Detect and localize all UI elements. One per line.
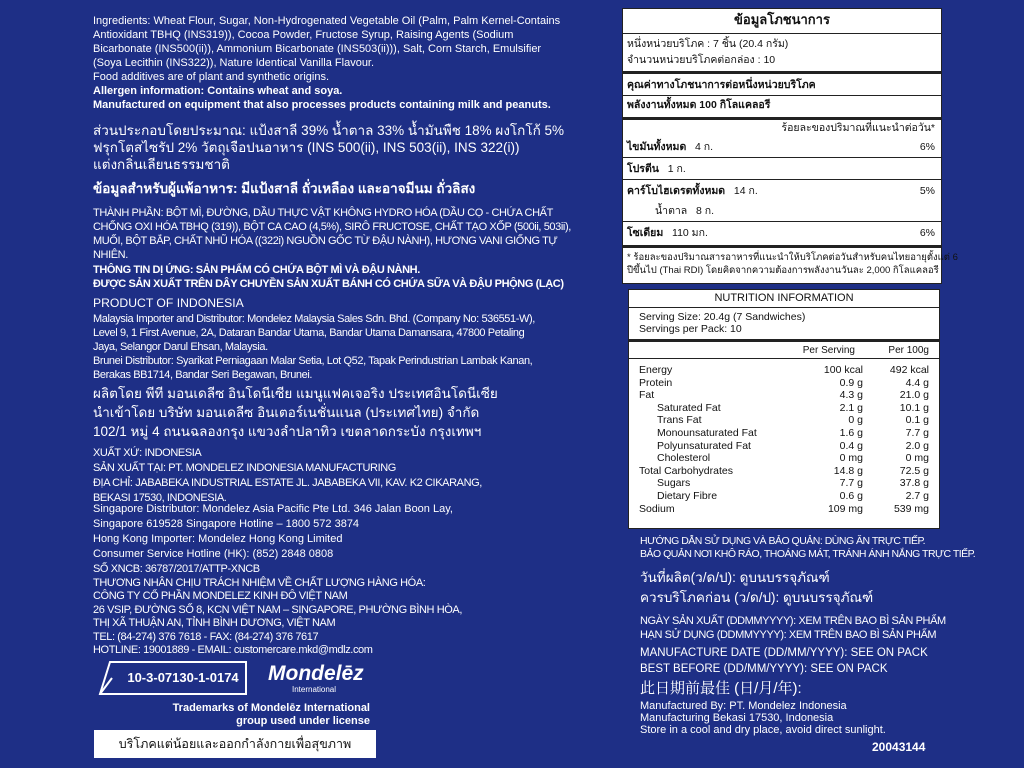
nutrient-label: Energy [639, 364, 673, 376]
en-serving-size: Serving Size: 20.4g (7 Sandwiches) [639, 311, 806, 323]
en-servings-per-pack: Servings per Pack: 10 [639, 323, 742, 335]
per-100g-value: 37.8 g [899, 477, 929, 490]
per-100g-value: 7.7 g [905, 427, 929, 439]
en-manufactured: Manufactured on equipment that also processes products containing milk and peanuts. [93, 99, 551, 111]
nutrition-row [639, 490, 929, 502]
per-serving-value: 0 mg [839, 452, 863, 465]
per-100g-value: 2.7 g [905, 490, 929, 502]
th-row-protein: โปรตีน 1 ก. [627, 163, 686, 175]
nutrition-row [639, 389, 929, 401]
th-health-slogan: บริโภคแต่น้อยและออกกำลังกายเพื่อสุขภาพ [94, 730, 376, 758]
per-serving-value: 2.1 g [839, 401, 863, 414]
th-rdi-head: ร้อยละของปริมาณที่แนะนำต่อวัน* [781, 122, 935, 134]
per-100g-value: 72.5 g [899, 464, 929, 477]
th-footnote: * ร้อยละของปริมาณสารอาหารที่แนะนำให้บริโภคต่อวันสำหรับคนไทยอายุตั้งแต่ 6 ปีขึ้นไป (Thai RDI) โดยคิดจากความต้องการพลังงานวันละ 2,000 กิโลแคลอรี [627, 252, 958, 276]
th-row-carbs: คาร์โบไฮเดรตทั้งหมด 14 ก. [627, 185, 758, 197]
per-serving-value: 0.9 g [839, 376, 863, 389]
nutrition-row [639, 377, 929, 389]
nutrition-row [639, 465, 929, 477]
th-serving: หนึ่งหน่วยบริโภค : 7 ชิ้น (20.4 กรัม) [627, 38, 789, 50]
th-servings-per: จำนวนหน่วยบริโภคต่อกล่อง : 10 [627, 54, 776, 66]
per-100g-value: 4.4 g [905, 376, 929, 389]
nutrient-label: Monounsaturated Fat [657, 427, 757, 439]
th-energy: พลังงานทั้งหมด 100 กิโลแคลอรี [627, 99, 771, 111]
vn-contact: SỐ XNCB: 36787/2017/ATTP-XNCB THƯƠNG NHÂN CHỊU TRÁCH NHIỆM VỀ CHẤT LƯỢNG HÀNG HÓA: CÔNG TY CỔ PHẦN MONDELEZ KINH ĐÔ VIỆT NAM 26 VSIP, ĐƯỜNG SỐ 8, KCN VIỆT NAM – SINGAPORE, PHƯỜNG BÌNH HÒA, THỊ XÃ THUẬN AN, TỈNH BÌNH DƯƠNG, VIỆT NAM TEL: (84-274) 376 7618 - FAX: (84-274) 376 7617 HOTLINE: 19001889 - EMAIL: customercare.mkd@mdlz.com [93, 563, 463, 656]
th-row-fat: ไขมันทั้งหมด 4 ก. [627, 141, 714, 153]
product-of: PRODUCT OF INDONESIA [93, 296, 244, 310]
nutrient-label: Polyunsaturated Fat [657, 439, 751, 452]
malaysia-distributor: Malaysia Importer and Distributor: Mondelez Malaysia Sales Sdn. Bhd. (Company No: 536551-W), Level 9, 1 First Avenue, 2A, Dataran Bandar Utama, Bandar Utama Damansara, 47800 Petaling Jaya, Selangor Darul Ehsan, Malaysia. Brunei Distributor: Syarikat Perniagaan Malar Setia, Lot Q52, Tapak Perindustrian Lambak Kanan, Berakas BB1714, Bandar Seri Begawan, Brunei. [93, 313, 535, 381]
nutrient-label: Saturated Fat [657, 401, 721, 414]
nutrient-label: Fat [639, 389, 655, 402]
per-serving-value: 0.6 g [839, 490, 863, 502]
nutrition-row [639, 477, 929, 489]
per-100g-value: 21.0 g [899, 389, 929, 402]
per-100g-value: 492 kcal [889, 364, 929, 376]
mondelez-logo-sub: International [292, 685, 337, 694]
nutrient-label: Sodium [639, 502, 675, 515]
per-100g-value: 10.1 g [899, 401, 929, 414]
nutrient-label: Protein [639, 376, 673, 389]
nutrition-row [639, 414, 929, 426]
nutrition-row [639, 364, 929, 376]
per-serving-value: 109 mg [827, 502, 863, 515]
per-serving-value: 1.6 g [839, 427, 863, 439]
per-serving-value: 4.3 g [839, 389, 863, 402]
en-dates: MANUFACTURE DATE (DD/MM/YYYY): SEE ON PACK BEST BEFORE (DD/MM/YYYY): SEE ON PACK [640, 647, 928, 675]
en-col-100g: Per 100g [888, 345, 929, 356]
vn-ingredients: THÀNH PHẦN: BỘT MÌ, ĐƯỜNG, DẦU THỰC VẬT KHÔNG HYDRO HÓA (DẦU CỌ - CHỨA CHẤT CHỐNG OXI HÓA TBHQ (319)), BỘT CA CAO (4,5%), SIRÔ FRUCTOSE, CHẤT TẠO XỐP (500ii, 503ii), MUỐI, BỘT BẮP, CHẤT NHŨ HÓA ((322i) NGUỒN GỐC TỪ ĐẬU NÀNH), HƯƠNG VANI GIỐNG TỰ NHIÊN. [93, 207, 571, 261]
nutrient-label: Dietary Fibre [657, 490, 718, 502]
per-100g-value: 0 mg [905, 452, 929, 465]
th-importer: ผลิตโดย พีที มอนเดลีซ อินโดนีเซีย แมนูแฟคเจอริง ประเทศอินโดนีเซีย นำเข้าโดย บริษัท มอนเดลีซ อินเตอร์เนชั่นแนล (ประเทศไทย) จำกัด 102/1 หมู่ 4 ถนนฉลองกรุง แขวงลำปลาทิว เขตลาดกระบัง กรุงเทพฯ [93, 386, 498, 439]
nutrient-label: Sugars [657, 477, 691, 490]
nutrition-row [639, 440, 929, 452]
cn-date: 此日期前最佳 (日/月/年): [640, 680, 802, 697]
nutrient-label: Cholesterol [657, 452, 711, 465]
singapore-hk: Singapore Distributor: Mondelez Asia Pacific Pte Ltd. 346 Jalan Boon Lay, Singapore 619528 Singapore Hotline – 1800 572 3874 Hong Kong Importer: Mondelez Hong Kong Limited Consumer Service Hotline (HK): (852) 2848 0808 [93, 503, 453, 560]
nutrition-row [639, 427, 929, 439]
per-serving-value: 7.7 g [839, 477, 863, 490]
manufactured-by: Manufactured By: PT. Mondelez Indonesia Manufacturing Bekasi 17530, Indonesia Store in a cool and dry place, avoid direct sunlight. [640, 700, 886, 736]
per-serving-value: 100 kcal [823, 364, 863, 376]
per-100g-value: 539 mg [893, 502, 929, 515]
trademark-notice: Trademarks of Mondelēz International group used under license [172, 702, 370, 727]
nutrient-label: Trans Fat [657, 414, 702, 427]
th-ingredients: ส่วนประกอบโดยประมาณ: แป้งสาลี 39% น้ำตาล 33% น้ำมันพืช 18% ผงโกโก้ 5% ฟรุกโตสไซรัป 2% วัตถุเจือปนอาหาร (INS 500(ii), INS 503(ii), INS 322(i)) แต่งกลิ่นเลียนธรรมชาติ [93, 123, 565, 172]
nutrient-label: Total Carbohydrates [639, 464, 733, 477]
vn-dates: NGÀY SẢN XUẤT (DDMMYYYY): XEM TRÊN BAO BÌ SẢN PHẨM HẠN SỬ DỤNG (DDMMYYYY): XEM TRÊN BAO BÌ SẢN PHẨM [640, 615, 946, 641]
en-panel-title: NUTRITION INFORMATION [714, 292, 854, 304]
th-panel-title: ข้อมูลโภชนาการ [734, 12, 830, 27]
th-dates: วันที่ผลิต(ว/ด/ป): ดูบนบรรจุภัณฑ์ ควรบริโภคก่อน (ว/ด/ป): ดูบนบรรจุภัณฑ์ [640, 570, 874, 605]
nutrition-row [639, 402, 929, 414]
per-100g-value: 0.1 g [905, 414, 929, 427]
th-row-sugar: น้ำตาล 8 ก. [655, 205, 715, 217]
vn-usage: HƯỚNG DẪN SỬ DỤNG VÀ BẢO QUẢN: DÙNG ĂN TRỰC TIẾP. BẢO QUẢN NƠI KHÔ RÁO, THOÁNG MÁT, TRÁNH ÁNH NẮNG TRỰC TIẾP. [640, 535, 976, 560]
en-col-serving: Per Serving [802, 345, 855, 356]
stamp-code: 10-3-07130-1-0174 [127, 670, 239, 685]
vn-origin: XUẤT XỨ: INDONESIA SẢN XUẤT TẠI: PT. MONDELEZ INDONESIA MANUFACTURING ĐỊA CHỈ: JABABEKA INDUSTRIAL ESTATE JL. JABABEKA VII, KAV. K2 CIKARANG, BEKASI 17530, INDONESIA. [93, 447, 482, 504]
per-100g-value: 2.0 g [905, 439, 929, 452]
english-nutrition-panel [628, 289, 940, 529]
nutrition-row [639, 452, 929, 464]
per-serving-value: 14.8 g [833, 464, 863, 477]
per-serving-value: 0.4 g [839, 439, 863, 452]
product-code: 20043144 [872, 740, 926, 754]
per-serving-value: 0 g [848, 414, 863, 427]
thai-nutrition-panel: ข้อมูลโภชนาการ หนึ่งหน่วยบริโภค : 7 ชิ้น (20.4 กรัม) จำนวนหน่วยบริโภคต่อกล่อง : 10 คุณค่าทางโภชนาการต่อหนึ่งหน่วยบริโภค พลังงานทั้งหมด 100 กิโลแคลอรี ร้อยละของปริมาณที่แนะนำต่อวัน* ไขมันทั้งหมด 4 ก. 6% โปรตีน 1 ก. คาร์โบไฮเดรตทั้งหมด 14 ก. 5% น้ำตาล 8 ก. โซเดียม 110 มก. 6% * ร้อยละของปริมาณสารอาหารที่แนะนำให้บริโภคต่อวันสำหรับคนไทยอายุตั้งแต่ 6 ปีขึ้นไป (Thai RDI) โดยคิดจากความต้องการพลังงานวันละ 2,000 กิโลแคลอรี [622, 8, 942, 284]
th-per-serving-head: คุณค่าทางโภชนาการต่อหนึ่งหน่วยบริโภค [627, 79, 816, 91]
mondelez-logo: Mondelēz [268, 662, 364, 685]
vn-allergen: THÔNG TIN DỊ ỨNG: SẢN PHẨM CÓ CHỨA BỘT MÌ VÀ ĐẬU NÀNH. ĐƯỢC SẢN XUẤT TRÊN DÂY CHUYỀN SẢN XUẤT BÁNH CÓ CHỨA SỮA VÀ ĐẬU PHỘNG (LẠC) [93, 264, 564, 290]
th-row-sodium: โซเดียม 110 มก. [627, 227, 708, 239]
en-ingredients: Ingredients: Wheat Flour, Sugar, Non-Hydrogenated Vegetable Oil (Palm, Palm Kernel-Contains Antioxidant TBHQ (INS319)), Cocoa Powder, Fructose Syrup, Raising Agents (Sodium Bicarbonate (INS500(ii)), Ammonium Bicarbonate (INS503(ii))), Salt, Corn Starch, Emulsifier (Soya Lecithin (INS322)), Nature Identical Vanilla Flavour. Food additives are of plant and synthetic origins. [93, 15, 561, 83]
th-allergen: ข้อมูลสำหรับผู้แพ้อาหาร: มีแป้งสาลี ถั่วเหลือง และอาจมีนม ถั่วลิสง [93, 181, 476, 196]
nutrition-row [639, 503, 929, 515]
en-allergen: Allergen information: Contains wheat and soya. [93, 85, 343, 97]
